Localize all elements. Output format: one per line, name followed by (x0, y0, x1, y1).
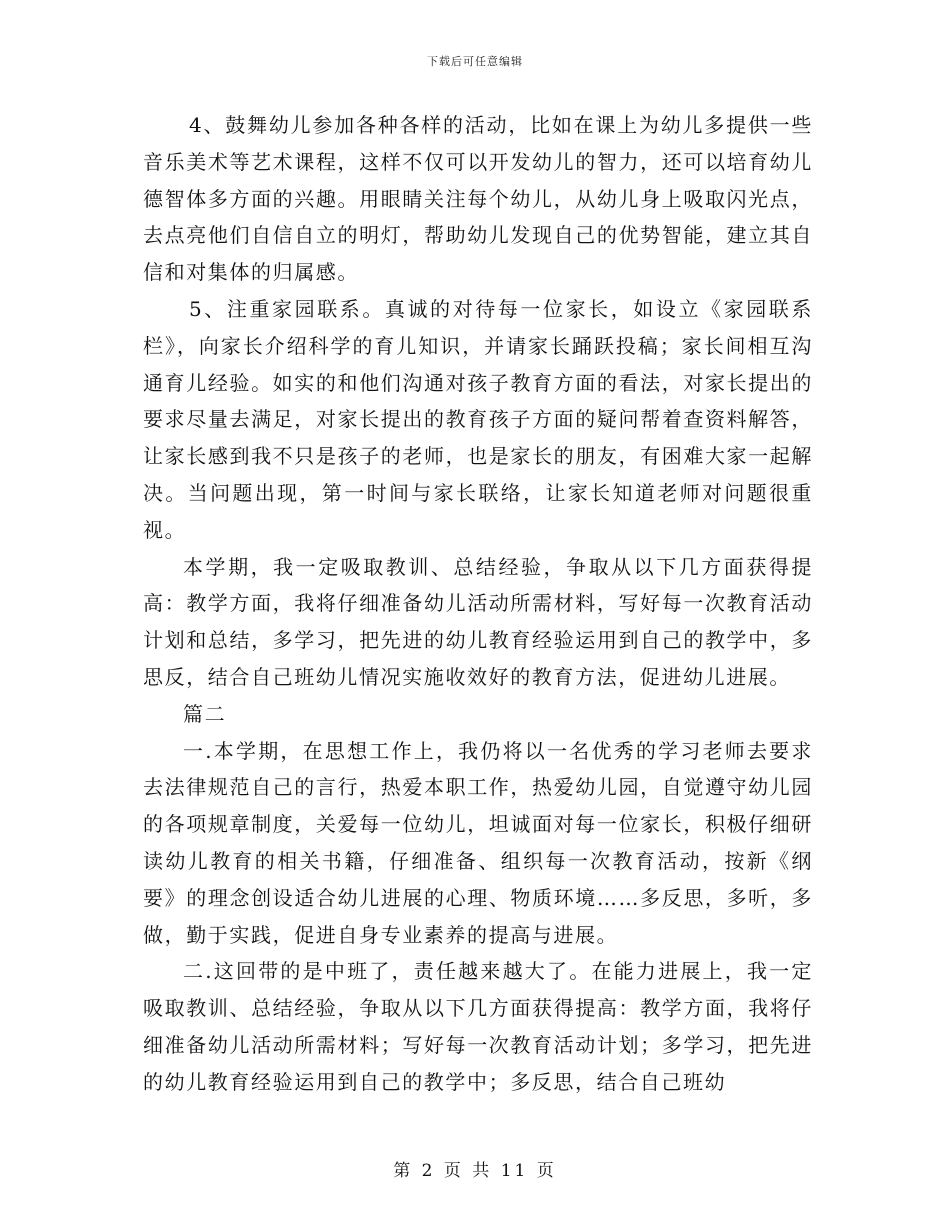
page-footer: 第 2 页 共 11 页 (393, 1161, 557, 1181)
document-body (143, 107, 813, 1101)
paragraph-part-two-one: 一.本学期，在思想工作上，我仍将以一名优秀的学习老师去要求去法律规范自己的言行，热爱本职工作，热爱幼儿园，自觉遵守幼儿园的各项规章制度，关爱每一位幼儿，坦诚面对每一位家长，积极仔细研读幼儿教育的相关书籍，仔细准备、组织每一次教育活动，按新《纲要》的理念创设适合幼儿进展的心理、物质环境……多反思，多听，多做，勤于实践，促进自身专业素养的提高与进展。 (143, 738, 813, 947)
paragraph-item-4: 4、鼓舞幼儿参加各种各样的活动，比如在课上为幼儿多提供一些音乐美术等艺术课程，这样不仅可以开发幼儿的智力，还可以培育幼儿德智体多方面的兴趣。用眼睛关注每个幼儿，从幼儿身上吸取闪光点，去点亮他们自信自立的明灯，帮助幼儿发现自己的优势智能，建立其自信和对集体的归属感。 (143, 113, 813, 285)
section-heading-part-two: 篇二 (183, 701, 227, 726)
paragraph-semester-plan: 本学期，我一定吸取教训、总结经验，争取从以下几方面获得提高：教学方面，我将仔细准备幼儿活动所需材料，写好每一次教育活动计划和总结，多学习，把先进的幼儿教育经验运用到自己的教学中，多思反，结合自己班幼儿情况实施收效好的教育方法，促进幼儿进展。 (143, 554, 813, 689)
paragraph-item-5: 5、注重家园联系。真诚的对待每一位家长，如设立《家园联系栏》，向家长介绍科学的育儿知识，并请家长踊跃投稿；家长间相互沟通育儿经验。如实的和他们沟通对孩子教育方面的看法，对家长提出的要求尽量去满足，对家长提出的教育孩子方面的疑问帮着查资料解答，让家长感到我不只是孩子的老师，也是家长的朋友，有困难大家一起解决。当问题出现，第一时间与家长联络，让家长知道老师对问题很重视。 (143, 296, 813, 542)
header-note: 下载后可任意编辑 (427, 55, 523, 68)
paragraph-part-two-two: 二.这回带的是中班了，责任越来越大了。在能力进展上，我一定吸取教训、总结经验，争取从以下几方面获得提高：教学方面，我将仔细准备幼儿活动所需材料；写好每一次教育活动计划；多学习，把先进的幼儿教育经验运用到自己的教学中；多反思，结合自己班幼 (143, 959, 813, 1094)
